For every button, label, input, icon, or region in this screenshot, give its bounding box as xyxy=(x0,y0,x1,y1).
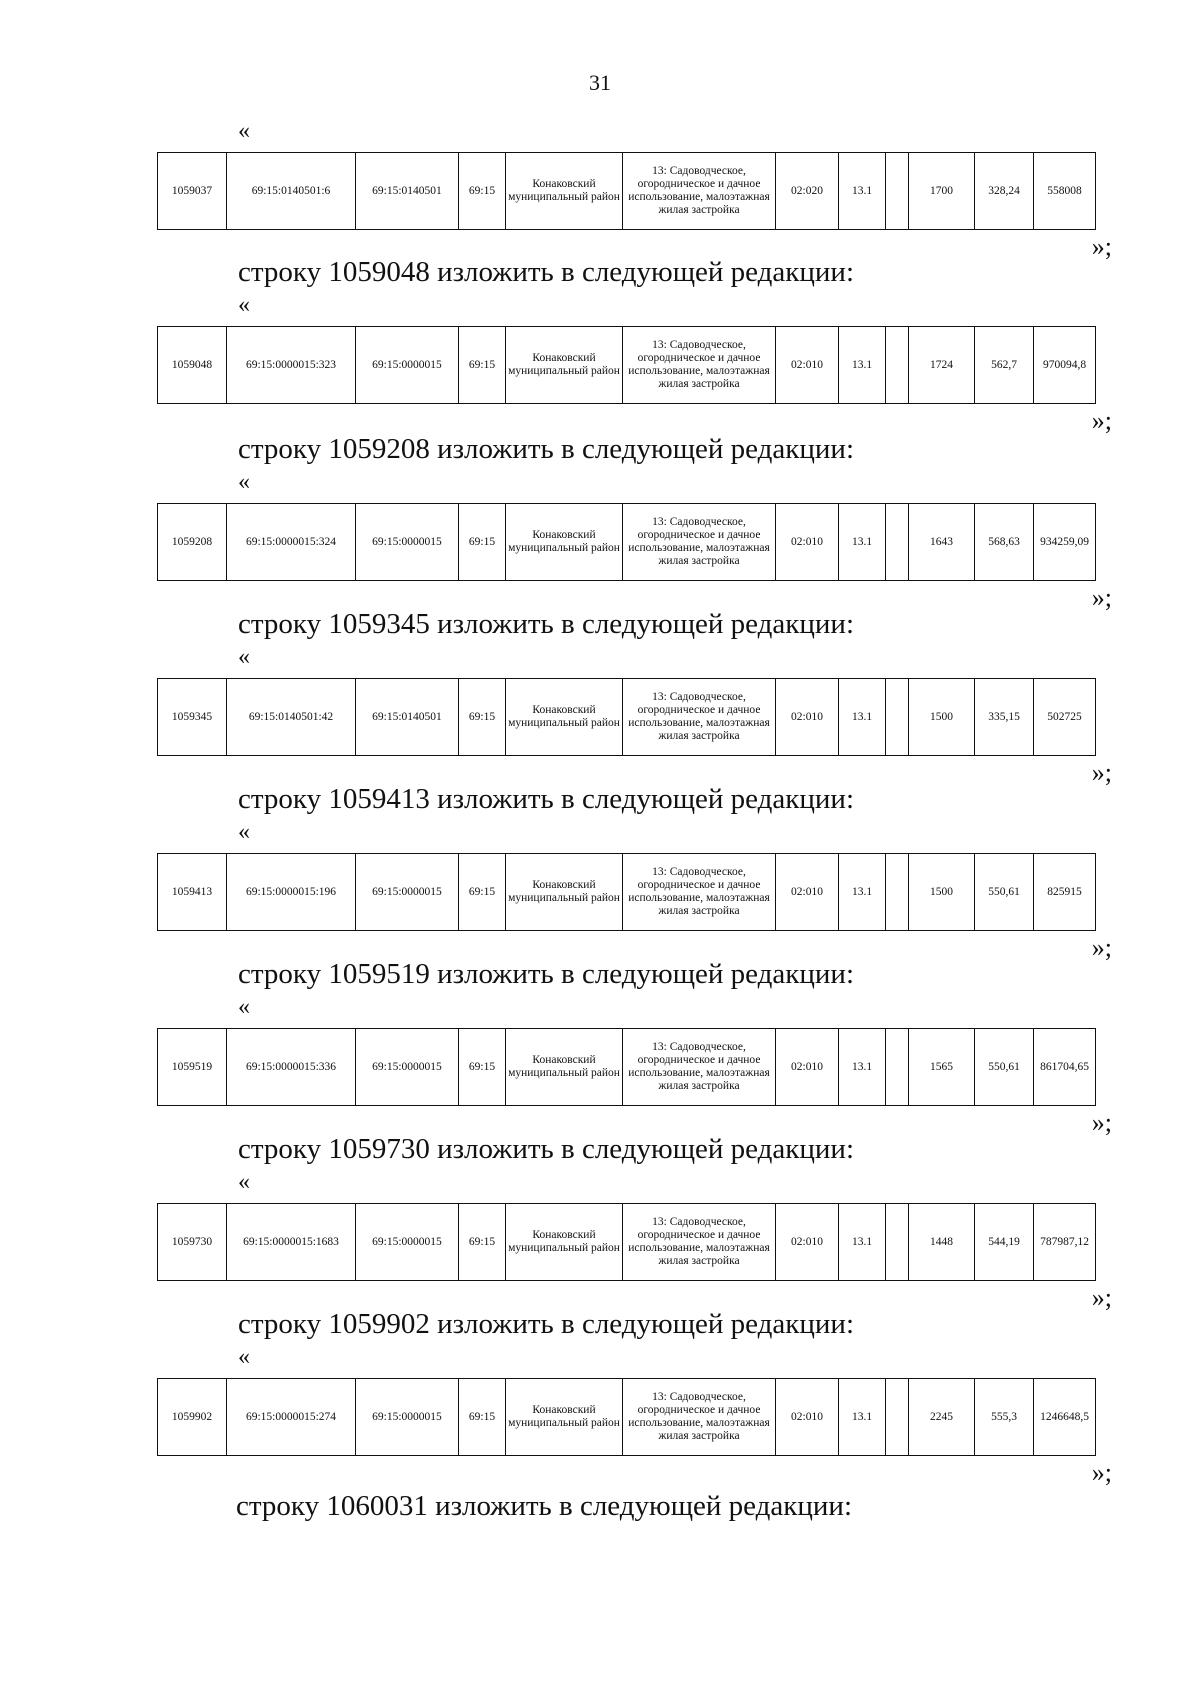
cell-value: 558008 xyxy=(1034,153,1096,230)
close-quote: »; xyxy=(1091,232,1112,261)
data-table xyxy=(157,853,1096,931)
open-quote: « xyxy=(238,292,250,318)
cell-id: 1059902 xyxy=(158,1379,227,1456)
cell-municipality: Конаковский муниципальный район xyxy=(506,504,623,581)
cell-group: 13.1 xyxy=(839,679,886,756)
close-quote: »; xyxy=(1091,583,1112,612)
cell-cad-quarter: 69:15:0140501 xyxy=(356,153,459,230)
cell-cad-district: 69:15 xyxy=(459,679,506,756)
cell-municipality: Конаковский муниципальный район xyxy=(506,1204,623,1281)
cell-value: 502725 xyxy=(1034,679,1096,756)
cell-empty xyxy=(886,327,909,404)
cell-cad-number: 69:15:0000015:274 xyxy=(227,1379,356,1456)
cell-empty xyxy=(886,1204,909,1281)
cell-id: 1059730 xyxy=(158,1204,227,1281)
table-row xyxy=(158,1379,1096,1456)
open-quote: « xyxy=(238,469,250,495)
cell-value: 825915 xyxy=(1034,854,1096,931)
cell-id: 1059048 xyxy=(158,327,227,404)
cell-code: 02:010 xyxy=(776,327,839,404)
cell-rate: 555,3 xyxy=(975,1379,1034,1456)
cell-municipality: Конаковский муниципальный район xyxy=(506,679,623,756)
amendment-intro: строку 1059519 изложить в следующей редакции: xyxy=(238,958,854,990)
cell-cad-quarter: 69:15:0000015 xyxy=(356,854,459,931)
cell-value: 861704,65 xyxy=(1034,1029,1096,1106)
cell-group: 13.1 xyxy=(839,327,886,404)
close-quote: »; xyxy=(1091,1283,1112,1312)
table-row xyxy=(158,327,1096,404)
cell-area: 1500 xyxy=(909,679,975,756)
table-row xyxy=(158,153,1096,230)
cell-area: 2245 xyxy=(909,1379,975,1456)
data-table xyxy=(157,326,1096,404)
cell-cad-number: 69:15:0000015:196 xyxy=(227,854,356,931)
cell-group: 13.1 xyxy=(839,504,886,581)
page-number: 31 xyxy=(589,70,611,95)
cell-cad-quarter: 69:15:0000015 xyxy=(356,1029,459,1106)
amendment-intro: строку 1059413 изложить в следующей редакции: xyxy=(238,783,854,815)
cell-land-use: 13: Садоводческое, огородническое и дачное использование, малоэтажная жилая застройка xyxy=(623,153,776,230)
cell-land-use: 13: Садоводческое, огородническое и дачное использование, малоэтажная жилая застройка xyxy=(623,327,776,404)
cell-cad-quarter: 69:15:0000015 xyxy=(356,504,459,581)
cell-empty xyxy=(886,1379,909,1456)
cell-cad-quarter: 69:15:0000015 xyxy=(356,327,459,404)
cell-group: 13.1 xyxy=(839,153,886,230)
cell-empty xyxy=(886,679,909,756)
data-table xyxy=(157,678,1096,756)
close-quote: »; xyxy=(1091,1458,1112,1487)
cell-cad-quarter: 69:15:0000015 xyxy=(356,1379,459,1456)
cell-cad-number: 69:15:0000015:324 xyxy=(227,504,356,581)
cell-id: 1059208 xyxy=(158,504,227,581)
data-table xyxy=(157,152,1096,230)
cell-code: 02:010 xyxy=(776,679,839,756)
final-amendment-intro: строку 1060031 изложить в следующей редакции: xyxy=(236,1490,852,1522)
cell-empty xyxy=(886,854,909,931)
open-quote: « xyxy=(238,819,250,845)
cell-cad-district: 69:15 xyxy=(459,504,506,581)
table-row xyxy=(158,854,1096,931)
close-quote: »; xyxy=(1091,933,1112,962)
cell-code: 02:010 xyxy=(776,854,839,931)
cell-municipality: Конаковский муниципальный район xyxy=(506,1379,623,1456)
amendment-intro: строку 1059730 изложить в следующей редакции: xyxy=(238,1133,854,1165)
cell-rate: 544,19 xyxy=(975,1204,1034,1281)
cell-cad-district: 69:15 xyxy=(459,1204,506,1281)
cell-area: 1700 xyxy=(909,153,975,230)
cell-cad-number: 69:15:0000015:336 xyxy=(227,1029,356,1106)
cell-empty xyxy=(886,153,909,230)
cell-municipality: Конаковский муниципальный район xyxy=(506,327,623,404)
cell-group: 13.1 xyxy=(839,1379,886,1456)
amendment-intro: строку 1059048 изложить в следующей редакции: xyxy=(238,256,854,288)
data-table xyxy=(157,1203,1096,1281)
cell-municipality: Конаковский муниципальный район xyxy=(506,854,623,931)
close-quote: »; xyxy=(1091,1108,1112,1137)
cell-cad-district: 69:15 xyxy=(459,854,506,931)
cell-cad-district: 69:15 xyxy=(459,327,506,404)
cell-empty xyxy=(886,504,909,581)
cell-cad-quarter: 69:15:0140501 xyxy=(356,679,459,756)
cell-id: 1059037 xyxy=(158,153,227,230)
cell-rate: 550,61 xyxy=(975,854,1034,931)
cell-cad-number: 69:15:0140501:6 xyxy=(227,153,356,230)
cell-cad-number: 69:15:0000015:1683 xyxy=(227,1204,356,1281)
cell-land-use: 13: Садоводческое, огородническое и дачное использование, малоэтажная жилая застройка xyxy=(623,504,776,581)
cell-code: 02:010 xyxy=(776,504,839,581)
data-table xyxy=(157,503,1096,581)
open-quote: « xyxy=(238,1169,250,1195)
cell-cad-district: 69:15 xyxy=(459,1029,506,1106)
amendment-intro: строку 1059345 изложить в следующей редакции: xyxy=(238,608,854,640)
open-quote: « xyxy=(238,644,250,670)
cell-rate: 568,63 xyxy=(975,504,1034,581)
open-quote: « xyxy=(238,1344,250,1370)
cell-group: 13.1 xyxy=(839,1204,886,1281)
close-quote: »; xyxy=(1091,758,1112,787)
cell-id: 1059413 xyxy=(158,854,227,931)
cell-rate: 335,15 xyxy=(975,679,1034,756)
data-table xyxy=(157,1028,1096,1106)
cell-cad-number: 69:15:0140501:42 xyxy=(227,679,356,756)
cell-empty xyxy=(886,1029,909,1106)
cell-group: 13.1 xyxy=(839,854,886,931)
cell-area: 1500 xyxy=(909,854,975,931)
cell-value: 1246648,5 xyxy=(1034,1379,1096,1456)
cell-cad-number: 69:15:0000015:323 xyxy=(227,327,356,404)
cell-land-use: 13: Садоводческое, огородническое и дачное использование, малоэтажная жилая застройка xyxy=(623,1379,776,1456)
cell-code: 02:020 xyxy=(776,153,839,230)
cell-code: 02:010 xyxy=(776,1029,839,1106)
cell-rate: 550,61 xyxy=(975,1029,1034,1106)
close-quote: »; xyxy=(1091,406,1112,435)
amendment-intro: строку 1059208 изложить в следующей редакции: xyxy=(238,433,854,465)
cell-value: 934259,09 xyxy=(1034,504,1096,581)
cell-code: 02:010 xyxy=(776,1379,839,1456)
table-row xyxy=(158,504,1096,581)
cell-area: 1724 xyxy=(909,327,975,404)
cell-municipality: Конаковский муниципальный район xyxy=(506,1029,623,1106)
open-quote: « xyxy=(238,994,250,1020)
cell-rate: 562,7 xyxy=(975,327,1034,404)
cell-area: 1448 xyxy=(909,1204,975,1281)
cell-area: 1643 xyxy=(909,504,975,581)
cell-area: 1565 xyxy=(909,1029,975,1106)
cell-value: 787987,12 xyxy=(1034,1204,1096,1281)
open-quote: « xyxy=(238,118,250,144)
cell-land-use: 13: Садоводческое, огородническое и дачное использование, малоэтажная жилая застройка xyxy=(623,1204,776,1281)
table-row xyxy=(158,1029,1096,1106)
cell-land-use: 13: Садоводческое, огородническое и дачное использование, малоэтажная жилая застройка xyxy=(623,854,776,931)
cell-cad-district: 69:15 xyxy=(459,1379,506,1456)
data-table xyxy=(157,1378,1096,1456)
table-row xyxy=(158,1204,1096,1281)
cell-group: 13.1 xyxy=(839,1029,886,1106)
cell-id: 1059345 xyxy=(158,679,227,756)
cell-land-use: 13: Садоводческое, огородническое и дачное использование, малоэтажная жилая застройка xyxy=(623,1029,776,1106)
table-row xyxy=(158,679,1096,756)
cell-land-use: 13: Садоводческое, огородническое и дачное использование, малоэтажная жилая застройка xyxy=(623,679,776,756)
amendment-intro: строку 1059902 изложить в следующей редакции: xyxy=(238,1308,854,1340)
cell-id: 1059519 xyxy=(158,1029,227,1106)
cell-rate: 328,24 xyxy=(975,153,1034,230)
cell-value: 970094,8 xyxy=(1034,327,1096,404)
cell-code: 02:010 xyxy=(776,1204,839,1281)
cell-cad-district: 69:15 xyxy=(459,153,506,230)
cell-municipality: Конаковский муниципальный район xyxy=(506,153,623,230)
cell-cad-quarter: 69:15:0000015 xyxy=(356,1204,459,1281)
